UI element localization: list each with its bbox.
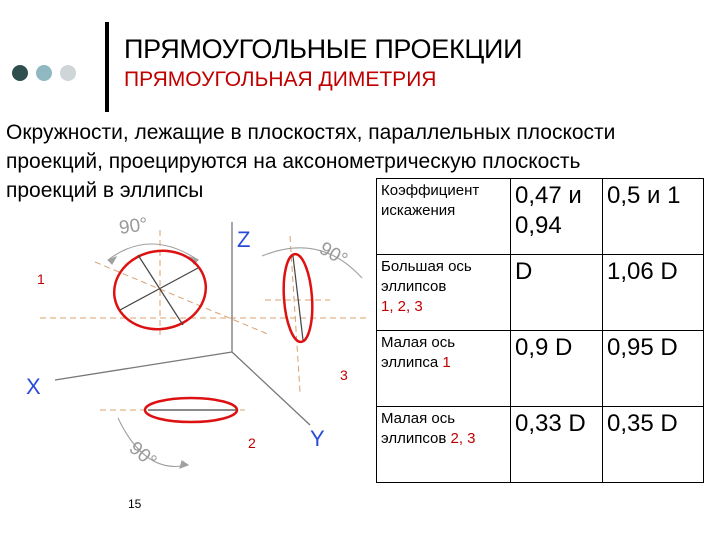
row-value: 0,5 и 1 [603,179,704,255]
arrow-head [108,257,116,264]
decor-dots [12,65,76,81]
decor-dot [12,65,28,81]
x-axis [55,352,232,380]
ellipse-numbers: 1 [442,354,451,371]
row-label-text: Малая ось эллипсов [381,410,456,447]
ellipse-3-label: 3 [340,367,348,383]
row-value: 0,35 D [603,407,704,483]
angle-label: 90° [117,214,150,239]
table-row [377,331,704,407]
ellipse-1-label: 1 [37,271,45,287]
y-axis [232,352,310,425]
body-line: Окружности, лежащие в плоскостях, параллельных плоскости [6,121,616,144]
row-label-text: Малая ось эллипса [381,334,456,371]
row-value: 0,47 и 0,94 [511,179,603,255]
decor-dot [60,65,76,81]
angle-label: 90° [124,437,161,473]
angle-label: 90° [315,238,351,271]
ellipse-1-major-axis [120,268,198,310]
body-line: проекций, проецируются на аксонометрическую плоскость [6,150,581,173]
ellipse-numbers: 1, 2, 3 [381,298,423,315]
dimetric-diagram [0,200,375,490]
row-label: Коэффициент искажения [377,179,511,255]
title-divider [105,22,109,112]
row-value: 0,33 D [511,407,603,483]
table-row [377,179,704,255]
ellipse-2-label: 2 [248,435,256,451]
arrow-head [180,461,188,468]
axis-label-x: X [26,374,41,399]
page-number: 15 [128,497,142,511]
decor-dot [36,65,52,81]
axis-label-z: Z [237,227,251,252]
slide-title: ПРЯМОУГОЛЬНЫЕ ПРОЕКЦИИ [124,34,523,64]
row-value: 1,06 D [603,255,704,331]
ellipse-numbers: 2, 3 [450,430,476,447]
table-row [377,255,704,331]
body-line: проекций в эллипсы [6,179,204,202]
ellipse-3-major-axis [293,256,303,340]
table-row [377,407,704,483]
row-value: 0,95 D [603,331,704,407]
row-value: D [511,255,603,331]
row-label-text: Большая ось эллипсов [381,258,472,295]
row-value: 0,9 D [511,331,603,407]
row-label [377,407,511,483]
construction-line [290,236,300,392]
axis-label-y: Y [310,426,325,451]
coefficients-table [376,178,704,483]
slide-subtitle: ПРЯМОУГОЛЬНАЯ ДИМЕТРИЯ [124,68,437,91]
row-label [377,331,511,407]
row-label [377,255,511,331]
